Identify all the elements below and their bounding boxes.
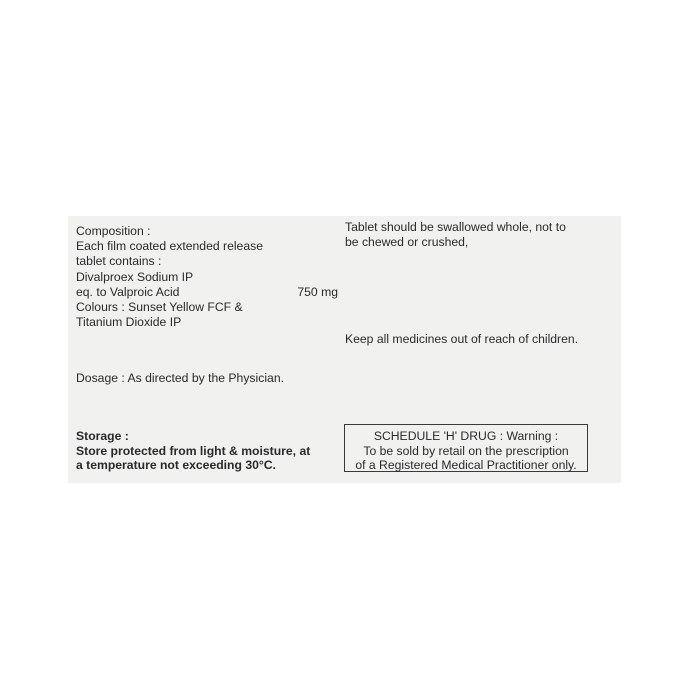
composition-line-1: Each film coated extended release bbox=[76, 239, 263, 254]
active-ingredient-label: eq. to Valproic Acid bbox=[76, 284, 180, 299]
schedule-line-3: of a Registered Medical Practitioner only. bbox=[355, 458, 577, 473]
swallow-line-2: be chewed or crushed, bbox=[345, 235, 469, 250]
dosage-text: Dosage : As directed by the Physician. bbox=[76, 371, 284, 385]
storage-line-1: Store protected from light & moisture, at bbox=[76, 443, 311, 458]
active-ingredient-row bbox=[76, 285, 338, 300]
storage-line-2: a temperature not exceeding 30°C. bbox=[76, 458, 276, 473]
schedule-line-2: To be sold by retail on the prescription bbox=[363, 443, 569, 458]
active-ingredient-dose: 750 mg bbox=[297, 284, 338, 299]
composition-line-3: Divalproex Sodium IP bbox=[76, 269, 194, 284]
schedule-h-warning-box bbox=[344, 424, 588, 472]
colours-line-1: Colours : Sunset Yellow FCF & bbox=[76, 300, 243, 315]
storage-section bbox=[76, 429, 310, 473]
keep-away-warning: Keep all medicines out of reach of children. bbox=[345, 332, 579, 346]
composition-section bbox=[76, 224, 336, 330]
colours-line-2: Titanium Dioxide IP bbox=[76, 315, 182, 330]
schedule-line-1: SCHEDULE 'H' DRUG : Warning : bbox=[373, 429, 559, 443]
swallow-line-1: Tablet should be swallowed whole, not to bbox=[345, 220, 566, 234]
swallow-instructions bbox=[345, 220, 610, 250]
medicine-label-panel bbox=[68, 216, 621, 483]
composition-heading: Composition : bbox=[76, 224, 151, 238]
storage-heading: Storage : bbox=[76, 429, 129, 443]
composition-line-2: tablet contains : bbox=[76, 254, 162, 269]
